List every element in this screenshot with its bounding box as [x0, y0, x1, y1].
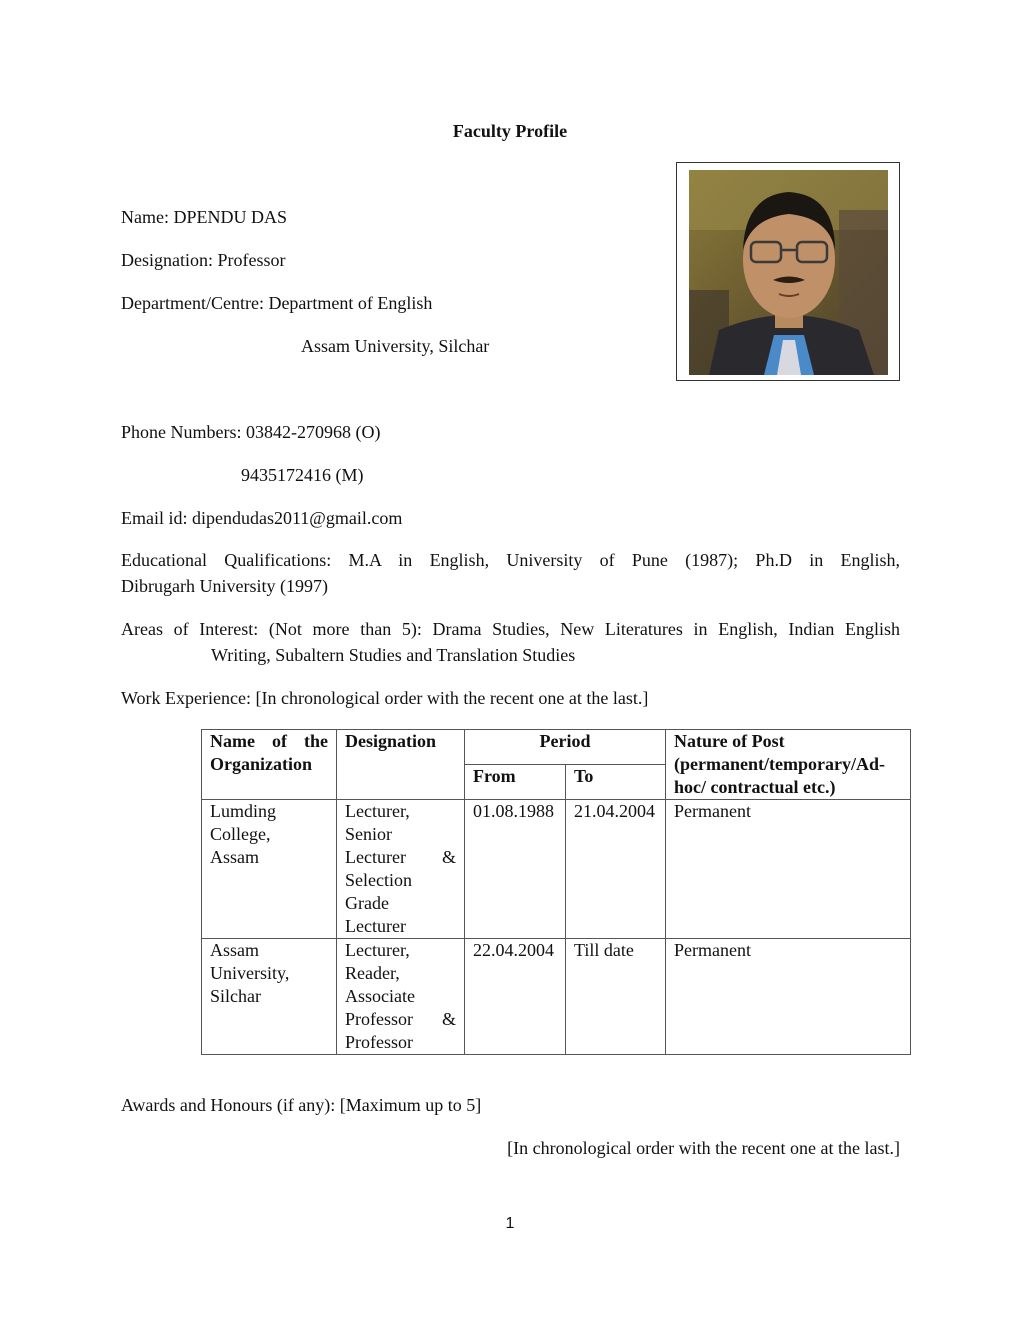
header-nature-line-3: hoc/ contractual etc.) [674, 777, 836, 797]
cell-line: Lecturer & [345, 847, 456, 867]
cell-designation [337, 800, 465, 939]
work-experience-table [201, 729, 911, 1055]
cell-from: 01.08.1988 [465, 800, 566, 939]
cell-from: 22.04.2004 [465, 939, 566, 1055]
cell-line: Silchar [210, 986, 261, 1006]
profile-photo-frame [676, 162, 900, 381]
header-nature-line-2: (permanent/temporary/Ad- [674, 754, 885, 774]
header-period: Period [465, 730, 666, 765]
cell-line: University, [210, 963, 290, 983]
cell-line: Lecturer, [345, 801, 410, 821]
page-number: 1 [505, 1215, 515, 1232]
cell-line: Professor [345, 1032, 413, 1052]
phone-mobile: 9435172416 (M) [241, 465, 364, 485]
cell-designation [337, 939, 465, 1055]
department-field: Department/Centre: Department of English [121, 293, 433, 313]
cell-line: Grade [345, 893, 389, 913]
header-organization [202, 730, 337, 800]
awards-note: [In chronological order with the recent one at the last.] [507, 1138, 900, 1158]
table-row [202, 800, 911, 939]
interests-line-1: Areas of Interest: (Not more than 5): Drama Studies, New Literatures in English, Indian English [121, 619, 900, 639]
cell-nature: Permanent [666, 800, 911, 939]
portrait-photo-icon [689, 170, 888, 375]
cell-to: Till date [566, 939, 666, 1055]
header-nature-of-post [666, 730, 911, 800]
education-line-2: Dibrugarh University (1997) [121, 576, 328, 596]
university-field: Assam University, Silchar [301, 336, 490, 356]
cell-organization [202, 939, 337, 1055]
header-to: To [566, 765, 666, 800]
cell-line: Professor & [345, 1009, 456, 1029]
interests-line-2: Writing, Subaltern Studies and Translation Studies [211, 645, 576, 665]
header-organization-line-2: Organization [210, 754, 312, 774]
cell-line: Lecturer, [345, 940, 410, 960]
header-from: From [465, 765, 566, 800]
designation-field: Designation: Professor [121, 250, 286, 270]
table-row [202, 939, 911, 1055]
awards-heading: Awards and Honours (if any): [Maximum up to 5] [121, 1095, 482, 1115]
cell-organization [202, 800, 337, 939]
cell-nature: Permanent [666, 939, 911, 1055]
header-designation: Designation [337, 730, 465, 800]
cell-line: Assam [210, 940, 259, 960]
cell-line: Lumding [210, 801, 276, 821]
cell-to: 21.04.2004 [566, 800, 666, 939]
cell-line: Senior [345, 824, 392, 844]
cell-line: Assam [210, 847, 259, 867]
cell-line: Associate [345, 986, 415, 1006]
email-field: Email id: dipendudas2011@gmail.com [121, 508, 403, 528]
education-line-1: Educational Qualifications: M.A in English, University of Pune (1987); Ph.D in English, [121, 550, 900, 570]
page-title: Faculty Profile [452, 121, 568, 141]
phone-office: Phone Numbers: 03842-270968 (O) [121, 422, 381, 442]
work-experience-heading: Work Experience: [In chronological order with the recent one at the last.] [121, 688, 649, 708]
cell-line: Lecturer [345, 916, 406, 936]
name-field: Name: DPENDU DAS [121, 207, 287, 227]
table-header-row [202, 730, 911, 765]
cell-line: College, [210, 824, 271, 844]
cell-line: Selection [345, 870, 412, 890]
header-organization-line-1: Name of the [210, 731, 328, 751]
cell-line: Reader, [345, 963, 400, 983]
header-nature-line-1: Nature of Post [674, 731, 785, 751]
